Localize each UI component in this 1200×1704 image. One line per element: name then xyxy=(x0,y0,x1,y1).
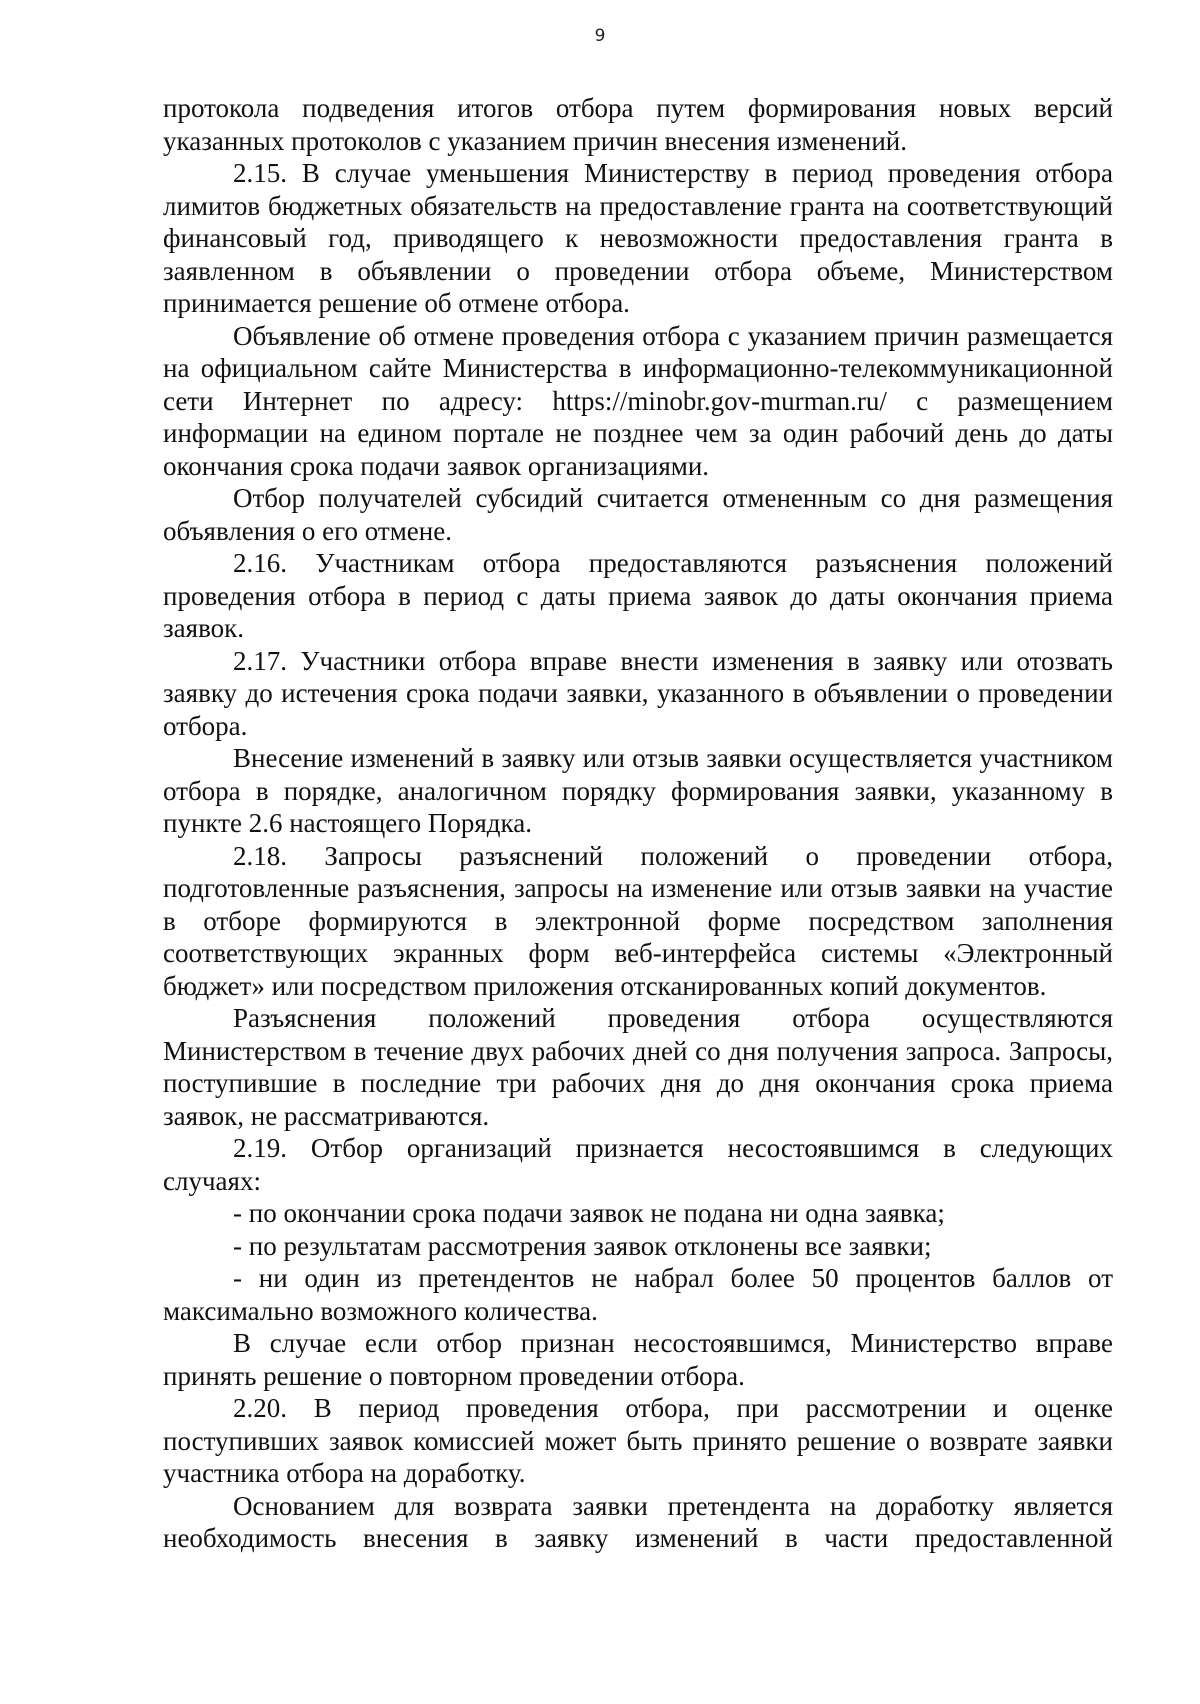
paragraph-return-grounds: Основанием для возврата заявки претендента на доработку является необходимость внесения в заявку изменений в части предоставленной xyxy=(163,1490,1113,1553)
paragraph-repeat-selection: В случае если отбор признан несостоявшимся, Министерство вправе принять решение о повторном проведении отбора. xyxy=(163,1328,1113,1391)
paragraph-2-18: 2.18. Запросы разъяснений положений о проведении отбора, подготовленные разъяснения, запросы на изменение или отзыв заявки на участие в отборе формируются в электронной форме посредством заполнения соответствующих экранных форм веб-интерфейса системы «Электронный бюджет» или посредством приложения отсканированных копий документов. xyxy=(163,840,1113,1001)
page-number: 9 xyxy=(594,26,606,46)
paragraph-2-15: 2.15. В случае уменьшения Министерству в период проведения отбора лимитов бюджетных обязательств на предоставление гранта на соответствующий финансовый год, приводящего к невозможности предоставления гранта в заявленном в объявлении о проведении отбора объеме, Министерством принимается решение об отмене отбора. xyxy=(163,158,1113,318)
paragraph-selection-cancelled: Отбор получателей субсидий считается отмененным со дня размещения объявления о его отмене. xyxy=(163,483,1113,546)
paragraph-2-17: 2.17. Участники отбора вправе внести изменения в заявку или отозвать заявку до истечения срока подачи заявки, указанного в объявлении о проведении отбора. xyxy=(163,645,1113,741)
document-body xyxy=(163,92,1113,1555)
paragraph-2-19: 2.19. Отбор организаций признается несостоявшимся в следующих случаях: xyxy=(163,1133,1113,1196)
paragraph-cancel-announcement: Объявление об отмене проведения отбора с указанием причин размещается на официальном сайте Министерства в информационно-телекоммуникационной сети Интернет по адресу: https://minobr.gov-murman.ru/ с размещением информации на едином портале не позднее чем за один рабочий день до даты окончания срока подачи заявок организациями. xyxy=(163,320,1113,481)
paragraph-2-16: 2.16. Участникам отбора предоставляются разъяснения положений проведения отбора в период с даты приема заявок до даты окончания приема заявок. xyxy=(163,548,1113,643)
list-item-no-applications: - по окончании срока подачи заявок не подана ни одна заявка; xyxy=(233,1198,945,1228)
list-item-all-rejected: - по результатам рассмотрения заявок отклонены все заявки; xyxy=(233,1230,932,1261)
paragraph-clarifications: Разъяснения положений проведения отбора осуществляются Министерством в течение двух рабочих дней со дня получения запроса. Запросы, поступившие в последние три рабочих дня до дня окончания срока приема заявок, не рассматриваются. xyxy=(163,1003,1113,1131)
paragraph-changes-procedure: Внесение изменений в заявку или отзыв заявки осуществляется участником отбора в порядке, аналогичном порядку формирования заявки, указанному в пункте 2.6 настоящего Порядка. xyxy=(163,743,1113,838)
paragraph-continuation: протокола подведения итогов отбора путем формирования новых версий указанных протоколов с указанием причин внесения изменений. xyxy=(163,93,1113,156)
list-item-score-threshold: - ни один из претендентов не набрал более 50 процентов баллов от максимально возможного количества. xyxy=(163,1263,1113,1326)
paragraph-2-20: 2.20. В период проведения отбора, при рассмотрении и оценке поступивших заявок комиссией может быть принято решение о возврате заявки участника отбора на доработку. xyxy=(163,1393,1113,1488)
